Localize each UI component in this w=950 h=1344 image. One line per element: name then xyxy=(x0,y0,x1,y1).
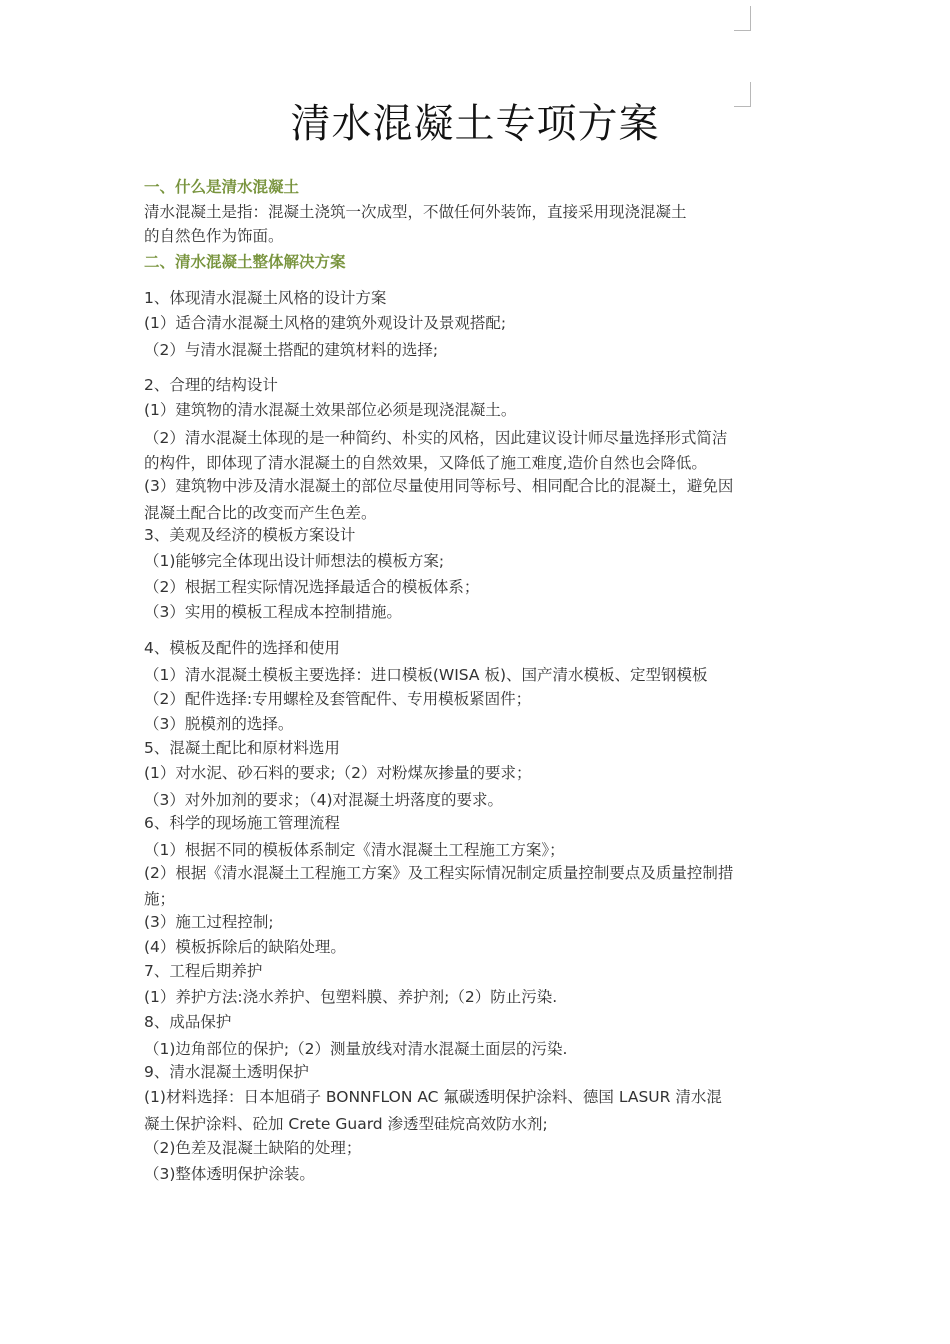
page-title: 清水混凝土专项方案 xyxy=(290,101,660,147)
text-line: (3）建筑物中涉及清水混凝土的部位尽量使用同等标号、相同配合比的混凝土，避免因 xyxy=(144,477,734,495)
text-line: (1）对水泥、砂石料的要求;（2）对粉煤灰掺量的要求； xyxy=(144,764,532,782)
text-line: （2)色差及混凝土缺陷的处理； xyxy=(144,1139,362,1157)
text-line: 2、合理的结构设计 xyxy=(144,376,278,394)
text-line: 8、成品保护 xyxy=(144,1013,232,1031)
text-line: （3)整体透明保护涂装。 xyxy=(144,1165,315,1183)
text-line: 的自然色作为饰面。 xyxy=(144,227,284,245)
text-line: 施； xyxy=(144,890,176,908)
text-line: （1)边角部位的保护;（2）测量放线对清水混凝土面层的污染. xyxy=(144,1040,568,1058)
section-heading: 二、清水混凝土整体解决方案 xyxy=(144,253,346,271)
text-line: （1)能够完全体现出设计师想法的模板方案; xyxy=(144,552,445,570)
text-line: 5、混凝土配比和原材料选用 xyxy=(144,739,340,757)
text-line: （2）配件选择:专用螺栓及套管配件、专用模板紧固件； xyxy=(144,690,532,708)
text-line: (2）根据《清水混凝土工程施工方案》及工程实际情况制定质量控制要点及质量控制措 xyxy=(144,864,734,882)
text-line: (1）适合清水混凝土风格的建筑外观设计及景观搭配; xyxy=(144,314,507,332)
text-line: 混凝土配合比的改变而产生色差。 xyxy=(144,504,377,522)
text-line: 4、模板及配件的选择和使用 xyxy=(144,639,340,657)
text-line: 6、科学的现场施工管理流程 xyxy=(144,814,340,832)
text-line: 1、体现清水混凝土风格的设计方案 xyxy=(144,289,387,307)
text-line: （1）清水混凝土模板主要选择：进口模板(WISA 板)、国产清水模板、定型钢模板 xyxy=(144,666,708,684)
page-corner-mark xyxy=(734,6,751,31)
text-line: (4）模板拆除后的缺陷处理。 xyxy=(144,938,346,956)
text-line: 凝土保护涂料、砼加 Crete Guard 渗透型硅烷高效防水剂; xyxy=(144,1115,548,1133)
text-line: 9、清水混凝土透明保护 xyxy=(144,1063,309,1081)
text-line: (1）养护方法:浇水养护、包塑料膜、养护剂;（2）防止污染. xyxy=(144,988,558,1006)
text-line: (1)材料选择：日本旭硝子 BONNFLON AC 氟碳透明保护涂料、德国 LASUR 清水混 xyxy=(144,1088,722,1106)
text-line: 清水混凝土是指：混凝土浇筑一次成型，不做任何外装饰，直接采用现浇混凝土 xyxy=(144,203,687,221)
text-line: （1）根据不同的模板体系制定《清水混凝土工程施工方案》； xyxy=(144,841,565,859)
text-line: （3）对外加剂的要求；（4)对混凝土坍落度的要求。 xyxy=(144,791,504,809)
text-line: (3）施工过程控制; xyxy=(144,913,274,931)
text-line: （3）脱模剂的选择。 xyxy=(144,715,294,733)
text-line: （2）清水混凝土体现的是一种简约、朴实的风格，因此建议设计师尽量选择形式简洁 xyxy=(144,429,728,447)
text-line: 3、美观及经济的模板方案设计 xyxy=(144,526,356,544)
text-line: （3）实用的模板工程成本控制措施。 xyxy=(144,603,402,621)
text-line: （2）根据工程实际情况选择最适合的模板体系； xyxy=(144,578,480,596)
text-line: (1）建筑物的清水混凝土效果部位必须是现浇混凝土。 xyxy=(144,401,517,419)
section-heading: 一、什么是清水混凝土 xyxy=(144,178,300,196)
text-line: 的构件，即体现了清水混凝土的自然效果，又降低了施工难度,造价自然也会降低。 xyxy=(144,454,707,472)
text-line: 7、工程后期养护 xyxy=(144,962,263,980)
text-line: （2）与清水混凝土搭配的建筑材料的选择; xyxy=(144,341,439,359)
